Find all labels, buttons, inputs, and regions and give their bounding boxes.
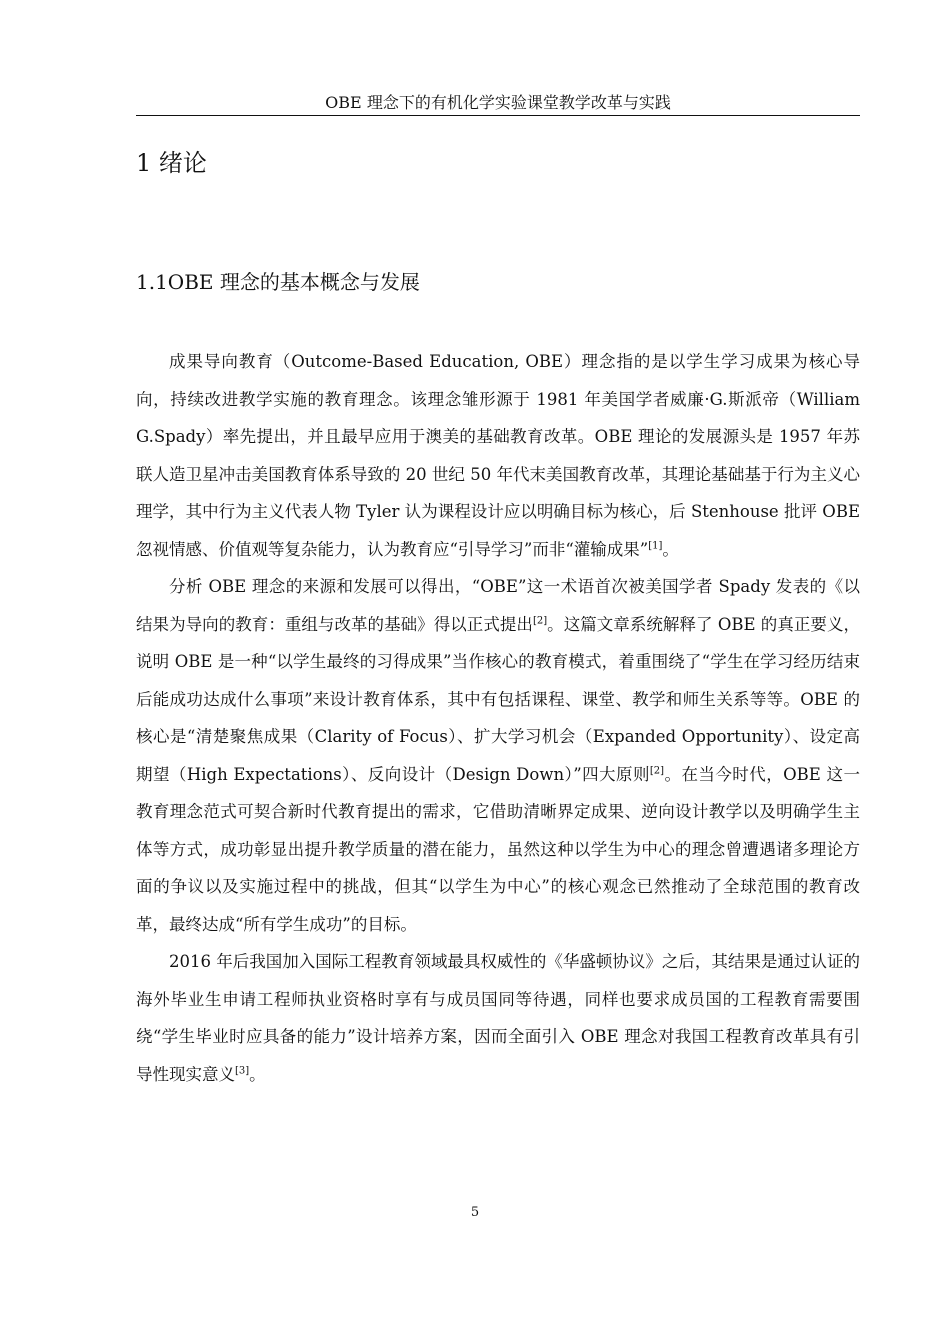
body-text (136, 343, 860, 1093)
running-header: OBE 理念下的有机化学实验课堂教学改革与实践 (325, 93, 671, 112)
page-number: 5 (470, 1205, 480, 1220)
paragraph-text: 。 (662, 539, 679, 559)
paragraph-text: 2016 年后我国加入国际工程教育领域最具权威性的《华盛顿协议》之后，其结果是通过认证的海外毕业生申请工程师执业资格时享有与成员国同等待遇，同样也要求成员国的工程教育需要围绕“学生毕业时应具备的能力”设计培养方案，因而全面引入 OBE 理念对我国工程教育改革具有引导性现实意义 (136, 952, 860, 1084)
paragraph-3 (136, 943, 860, 1093)
citation-ref: [1] (648, 540, 663, 551)
citation-ref: [3] (235, 1065, 250, 1076)
paragraph-text: 。 (249, 1064, 266, 1084)
paragraph-text: 。在当今时代，OBE 这一教育理念范式可契合新时代教育提出的需求，它借助清晰界定成果、逆向设计教学以及明确学生主体等方式，成功彰显出提升教学质量的潜在能力，虽然这种以学生为中心的理念曾遭遇诸多理论方面的争议以及实施过程中的挑战，但其“以学生为中心”的核心观念已然推动了全球范围的教育改革，最终达成“所有学生成功”的目标。 (136, 764, 860, 934)
section-title: 1.1OBE 理念的基本概念与发展 (136, 270, 420, 294)
paragraph-1 (136, 343, 860, 568)
citation-ref: [2] (649, 765, 665, 776)
paragraph-text: 。这篇文章系统解释了 OBE 的真正要义，说明 OBE 是一种“以学生最终的习得成果”当作核心的教育模式，着重围绕了“学生在学习经历结束后能成功达成什么事项”来设计教育体系，其中有包括课程、课堂、教学和师生关系等等。OBE 的核心是“清楚聚焦成果（Clarity of Focus）、扩大学习机会（Expanded Opportunity）、设定高期望（High Expectations）、反向设计（Design Down）”四大原则 (136, 614, 860, 784)
paragraph-2 (136, 568, 860, 943)
chapter-title: 1 绪论 (136, 149, 207, 177)
header-rule (136, 115, 860, 116)
citation-ref: [2] (532, 615, 548, 626)
paragraph-text: 分析 OBE 理念的来源和发展可以得出，“OBE”这一术语首次被美国学者 Spady 发表的《以结果为导向的教育：重组与改革的基础》得以正式提出 (136, 577, 860, 634)
paragraph-text: 成果导向教育（Outcome-Based Education, OBE）理念指的是以学生学习成果为核心导向，持续改进教学实施的教育理念。该理念雏形源于 1981 年美国学者威廉·G.斯派帝（William G.Spady）率先提出，并且最早应用于澳美的基础教育改革。OBE 理论的发展源头是 1957 年苏联人造卫星冲击美国教育体系导致的 20 世纪 50 年代末美国教育改革，其理论基础基于行为主义心理学，其中行为主义代表人物 Tyler 认为课程设计应以明确目标为核心，后 Stenhouse 批评 OBE 忽视情感、价值观等复杂能力，认为教育应“引导学习”而非“灌输成果” (136, 352, 860, 559)
